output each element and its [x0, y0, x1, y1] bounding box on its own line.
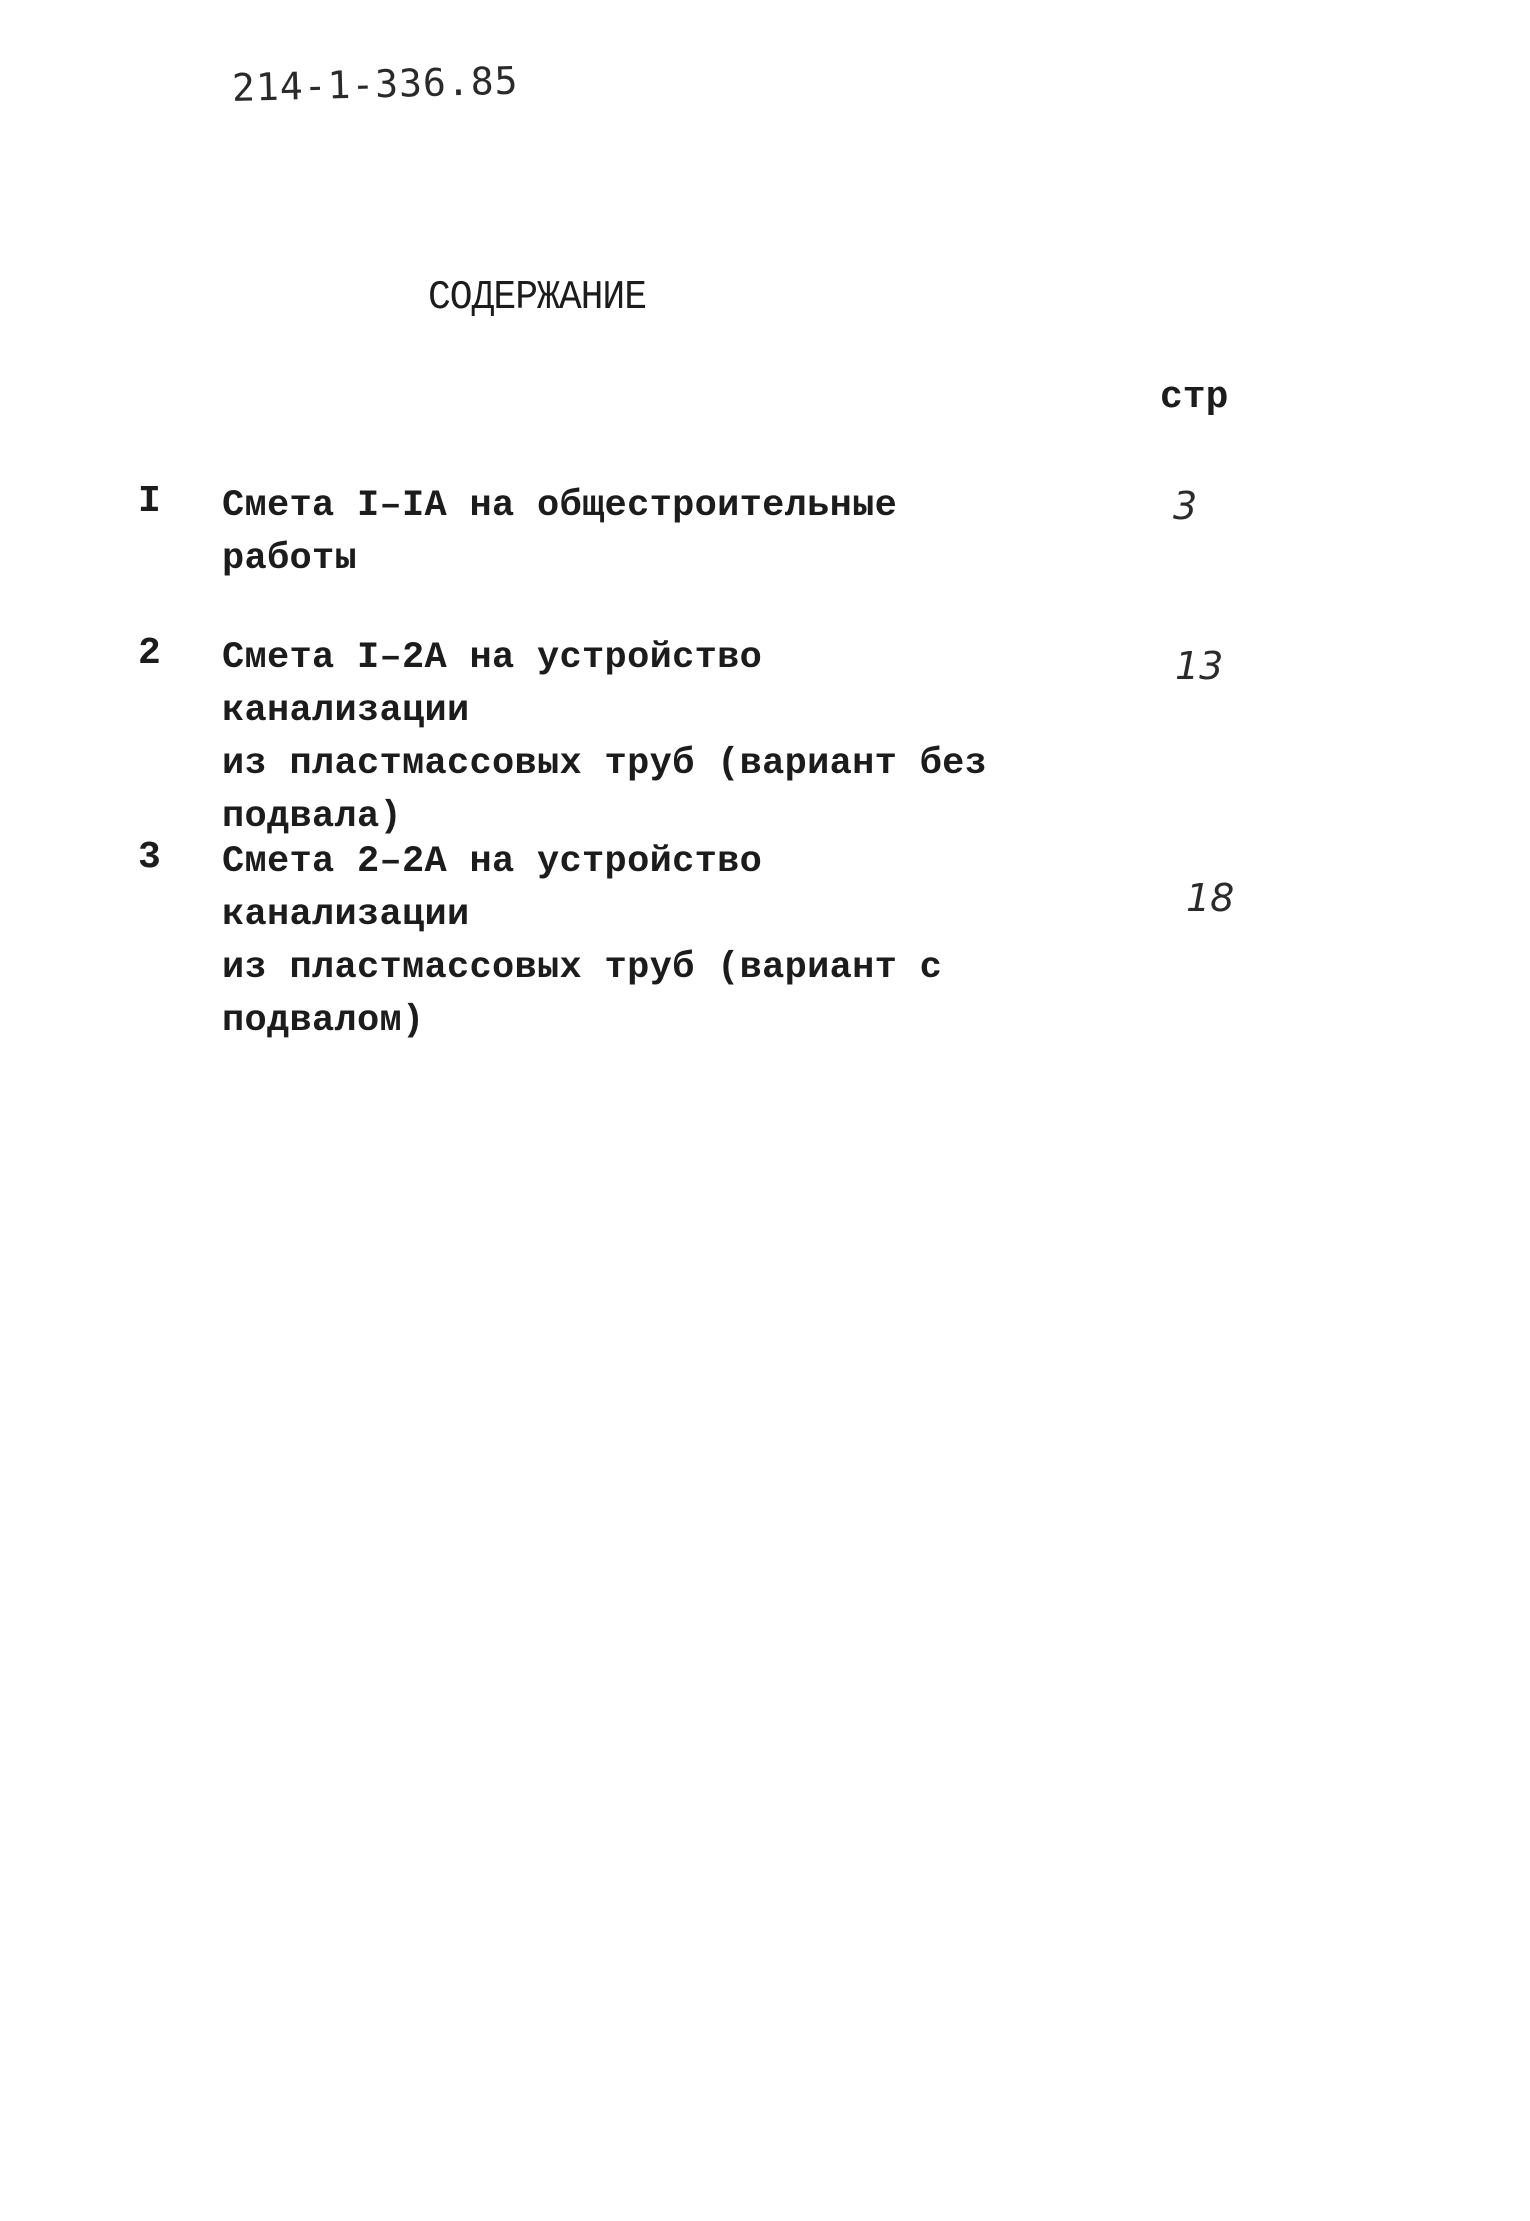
toc-entry-line: Смета 2–2A на устройство канализации — [222, 841, 763, 936]
toc-entry-line: Смета I–IA на общестроительные — [222, 485, 898, 527]
toc-entry-line: Смета I–2A на устройство канализации — [222, 637, 763, 732]
toc-entry-line: работы — [222, 538, 358, 580]
toc-entry-page: 13 — [1175, 644, 1224, 688]
document-code: 214-1-336.85 — [231, 58, 520, 110]
toc-entry-number: 3 — [138, 836, 161, 879]
toc-entry-page: 3 — [1173, 484, 1198, 528]
toc-entry-line: из пластмассовых труб (вариант с — [222, 947, 943, 989]
toc-entry-line: подвала) — [222, 796, 403, 838]
page-title: СОДЕРЖАНИЕ — [428, 274, 647, 321]
toc-entry-line: из пластмассовых труб (вариант без — [222, 743, 988, 785]
toc-entry-page: 18 — [1186, 876, 1235, 920]
toc-entry-text — [222, 480, 1022, 586]
toc-entry-number: I — [138, 480, 161, 523]
toc-entry-number: 2 — [138, 632, 161, 675]
toc-entry-line: подвалом) — [222, 1000, 425, 1042]
toc-entry-text — [222, 836, 1022, 1048]
page-column-label: стр — [1160, 376, 1229, 419]
toc-entry-text — [222, 632, 1022, 844]
